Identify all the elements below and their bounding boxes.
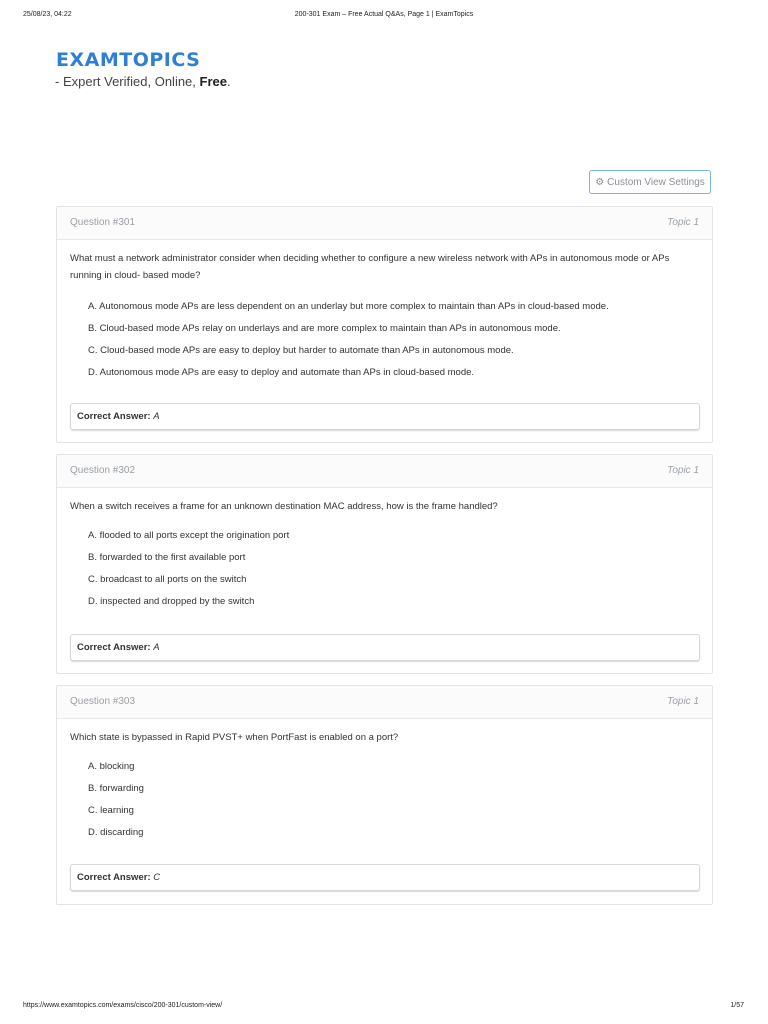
correct-answer-value: A <box>153 642 160 653</box>
question-topic: Topic 1 <box>667 465 699 476</box>
question-card-302 <box>56 454 713 674</box>
choice-d[interactable]: D. discarding <box>88 827 144 838</box>
print-header <box>0 11 768 23</box>
correct-answer-label: Correct Answer: <box>77 872 151 883</box>
question-number: Question #303 <box>70 696 136 707</box>
custom-view-settings-label: Custom View Settings <box>607 176 705 188</box>
question-header <box>57 455 712 488</box>
question-text: When a switch receives a frame for an unknown destination MAC address, how is the frame handled? <box>70 501 498 512</box>
question-text: What must a network administrator consider when deciding whether to configure a new wireless network with APs in autonomous mode or APs running in cloud- based mode? <box>70 253 670 281</box>
choice-list <box>70 296 699 384</box>
tagline-bold: Free <box>199 74 227 89</box>
tagline-suffix: . <box>226 74 231 89</box>
question-card-303 <box>56 685 713 905</box>
tagline <box>55 74 231 89</box>
gear-icon: ⚙ <box>595 176 605 188</box>
print-footer <box>0 1002 768 1014</box>
print-url: https://www.examtopics.com/exams/cisco/200-301/custom-view/ <box>23 1002 223 1009</box>
custom-view-settings-button[interactable] <box>589 170 711 194</box>
correct-answer-box[interactable] <box>70 403 700 430</box>
correct-answer-value: C <box>153 872 161 883</box>
print-datetime: 25/08/23, 04:22 <box>23 11 72 18</box>
correct-answer-box[interactable] <box>70 864 700 891</box>
choice-b[interactable]: B. forwarding <box>88 783 144 794</box>
question-text: Which state is bypassed in Rapid PVST+ when PortFast is enabled on a port? <box>70 732 399 743</box>
correct-answer-label: Correct Answer: <box>77 411 151 422</box>
question-topic: Topic 1 <box>667 696 699 707</box>
question-card-301 <box>56 206 713 443</box>
choice-b[interactable]: B. forwarded to the first available port <box>88 552 246 563</box>
choice-d[interactable]: D. inspected and dropped by the switch <box>88 596 255 607</box>
print-page-number: 1/57 <box>730 1002 744 1009</box>
choice-d[interactable]: D. Autonomous mode APs are easy to deploy and automate than APs in cloud-based mode. <box>88 367 475 378</box>
examtopics-logo[interactable] <box>56 46 201 72</box>
choice-a[interactable]: A. Autonomous mode APs are less dependent on an underlay but more complex to maintain than APs in cloud-based mode. <box>88 301 609 312</box>
correct-answer-value: A <box>153 411 160 422</box>
question-number: Question #302 <box>70 465 136 476</box>
question-topic: Topic 1 <box>667 217 699 228</box>
question-header <box>57 686 712 719</box>
correct-answer-box[interactable] <box>70 634 700 661</box>
choice-c[interactable]: C. learning <box>88 805 134 816</box>
print-page-title: 200-301 Exam – Free Actual Q&As, Page 1 | ExamTopics <box>294 11 474 18</box>
choice-a[interactable]: A. blocking <box>88 761 135 772</box>
question-number: Question #301 <box>70 217 136 228</box>
tagline-prefix: - Expert Verified, Online, <box>55 74 200 89</box>
choice-list <box>70 525 699 613</box>
choice-b[interactable]: B. Cloud-based mode APs relay on underlays and are more complex to maintain than APs in autonomous mode. <box>88 323 561 334</box>
question-header <box>57 207 712 240</box>
logo-text: EXAMTOPICS <box>56 49 201 71</box>
choice-c[interactable]: C. broadcast to all ports on the switch <box>88 574 247 585</box>
choice-a[interactable]: A. flooded to all ports except the origination port <box>88 530 290 541</box>
correct-answer-label: Correct Answer: <box>77 642 151 653</box>
choice-c[interactable]: C. Cloud-based mode APs are easy to deploy but harder to automate than APs in autonomous mode. <box>88 345 514 356</box>
choice-list <box>70 756 699 844</box>
